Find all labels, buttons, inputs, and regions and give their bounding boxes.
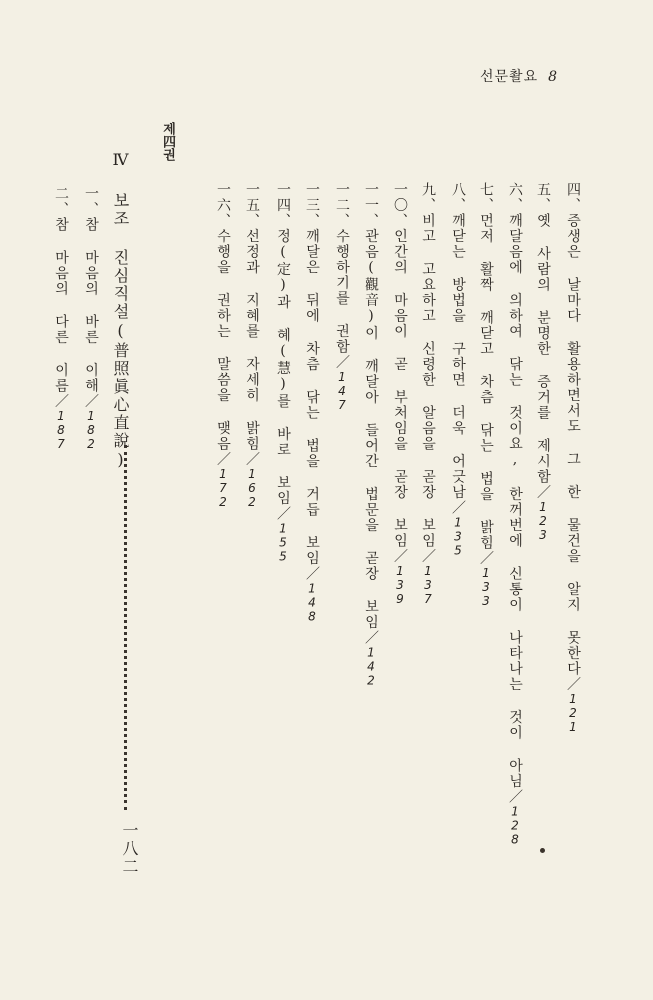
volume-label: 제四권 bbox=[160, 122, 175, 161]
toc-entry-text: 一四、정(定)과 혜(慧)를 바로 보임 bbox=[275, 182, 291, 506]
toc-entry-text: 一五、선정과 지혜를 자세히 밝힘 bbox=[244, 182, 260, 452]
toc-entry: 一一、관음(觀音)이 깨달아 들어간 법문을 곧장 보임／142 bbox=[363, 182, 379, 688]
section-folio: 一八二 bbox=[120, 822, 139, 876]
toc-entry: 六、깨달음에 의하여 닦는 것이요, 한꺼번에 신통이 나타나는 것이 아님／128 bbox=[507, 182, 523, 847]
toc-entry-page: 121 bbox=[566, 692, 580, 734]
ink-speck bbox=[540, 848, 545, 853]
toc-subentry-text: 二、참 마음의 다른 이름 bbox=[53, 186, 69, 394]
toc-entry-page: 148 bbox=[305, 581, 319, 624]
toc-entry-page: 135 bbox=[451, 515, 465, 558]
toc-entry-page: 137 bbox=[421, 564, 435, 606]
toc-entry-text: 四、증생은 날마다 활용하면서도 그 한 물건을 알지 못한다 bbox=[565, 182, 581, 677]
toc-entry-page: 172 bbox=[216, 467, 230, 509]
toc-entry-text: 一六、수행을 권하는 말씀을 맺음 bbox=[215, 182, 231, 452]
toc-entry-page: 123 bbox=[536, 500, 550, 542]
toc-entry-page: 147 bbox=[335, 370, 349, 412]
toc-entry-text: 八、깨닫는 방법을 구하면 더욱 어긋남 bbox=[450, 182, 466, 500]
dot-leader bbox=[124, 445, 139, 810]
toc-entry: 八、깨닫는 방법을 구하면 더욱 어긋남／135 bbox=[450, 182, 466, 558]
toc-entry-text: 六、깨달음에 의하여 닦는 것이요, 한꺼번에 신통이 나타나는 것이 아님 bbox=[507, 182, 523, 789]
toc-entry: 一二、수행하기를 권함／147 bbox=[334, 182, 350, 412]
toc-subentry-page: 187 bbox=[54, 409, 68, 451]
toc-entry: 四、증생은 날마다 활용하면서도 그 한 물건을 알지 못한다／121 bbox=[565, 182, 581, 734]
toc-entry-page: 155 bbox=[276, 521, 290, 564]
toc-entry-text: 一三、깨달은 뒤에 차츰 닦는 법을 거듭 보임 bbox=[304, 182, 320, 566]
toc-subentry: 二、참 마음의 다른 이름／187 bbox=[53, 186, 69, 451]
toc-subentry-page: 182 bbox=[84, 409, 98, 451]
toc-entry: 一三、깨달은 뒤에 차츰 닦는 법을 거듭 보임／148 bbox=[304, 182, 320, 624]
toc-entry: 一五、선정과 지혜를 자세히 밝힘／162 bbox=[244, 182, 260, 509]
toc-entry-page: 162 bbox=[245, 467, 259, 509]
toc-entry-text: 九、비고 고요하고 신령한 알음을 곧장 보임 bbox=[420, 182, 436, 549]
toc-entry: 一六、수행을 권하는 말씀을 맺음／172 bbox=[215, 182, 231, 509]
toc-entry-page: 128 bbox=[508, 804, 522, 847]
toc-entry: 七、먼저 활짝 깨닫고 차츰 닦는 법을 밝힘／133 bbox=[478, 182, 494, 608]
toc-entry-page: 142 bbox=[364, 645, 378, 688]
toc-entry-text: 七、먼저 활짝 깨닫고 차츰 닦는 법을 밝힘 bbox=[478, 182, 494, 551]
toc-entry-page: 133 bbox=[479, 566, 493, 608]
page-number: 8 bbox=[548, 69, 559, 85]
running-head bbox=[480, 66, 558, 86]
toc-subentry: 一、참 마음의 바른 이해／182 bbox=[83, 186, 99, 451]
toc-entry: 九、비고 고요하고 신령한 알음을 곧장 보임／137 bbox=[420, 182, 436, 606]
toc-entry-text: 一一、관음(觀音)이 깨달아 들어간 법문을 곧장 보임 bbox=[363, 182, 379, 630]
toc-entry-page: 139 bbox=[393, 564, 407, 606]
toc-entry-text: 五、옛 사람의 분명한 증거를 제시함 bbox=[535, 182, 551, 485]
section-heading: Ⅳ 보조 진심직설(普照眞心直說) bbox=[111, 150, 130, 471]
toc-entry-text: 一〇、인간의 마음이 곧 부처임을 곧장 보임 bbox=[392, 182, 408, 549]
toc-entry-text: 一二、수행하기를 권함 bbox=[334, 182, 350, 355]
running-title: 선문촬요 bbox=[480, 69, 539, 85]
toc-entry: 一四、정(定)과 혜(慧)를 바로 보임／155 bbox=[275, 182, 291, 564]
toc-entry: 一〇、인간의 마음이 곧 부처임을 곧장 보임／139 bbox=[392, 182, 408, 606]
toc-subentry-text: 一、참 마음의 바른 이해 bbox=[83, 186, 99, 394]
toc-entry: 五、옛 사람의 분명한 증거를 제시함／123 bbox=[535, 182, 551, 542]
